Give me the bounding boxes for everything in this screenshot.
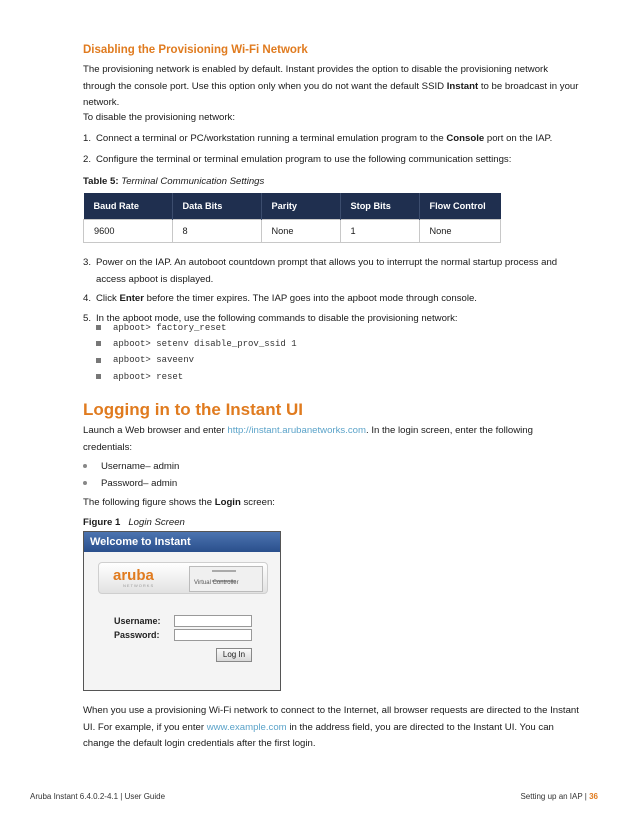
intro-line: network.	[83, 97, 120, 108]
brand-banner	[98, 562, 268, 594]
step-item: 1. Connect a terminal or PC/workstation running a terminal emulation program to the Console port on the IAP.	[83, 133, 553, 144]
page-number: 36	[589, 792, 598, 801]
table-header: Stop Bits	[340, 193, 419, 220]
list-item: Username– admin	[83, 459, 179, 476]
command-item: apboot> saveenv	[96, 352, 297, 368]
table-cell: 9600	[84, 220, 173, 243]
intro-line: The provisioning network is enabled by default. Instant provides the option to disable the provisioning network	[83, 64, 549, 75]
square-bullet-icon	[96, 358, 101, 363]
intro-paragraph	[83, 62, 613, 112]
table-header: Parity	[261, 193, 340, 220]
table-caption: Table 5: Terminal Communication Settings	[83, 176, 265, 187]
login-button[interactable]: Log In	[216, 648, 252, 662]
command-item: apboot> setenv disable_prov_ssid 1	[96, 336, 297, 352]
steps-list-b	[83, 255, 616, 327]
closing-line: change the default login credentials after the first login.	[83, 738, 316, 749]
table-header: Baud Rate	[84, 193, 173, 220]
step-item: 5. In the apboot mode, use the following commands to disable the provisioning network:	[83, 312, 458, 324]
command-list	[96, 320, 297, 385]
table-row	[84, 220, 501, 243]
section-heading-login: Logging in to the Instant UI	[83, 400, 304, 419]
example-url-link[interactable]: www.example.com	[206, 721, 287, 733]
login-line: credentials:	[83, 441, 133, 453]
enter-key: Enter	[119, 293, 144, 304]
bullet-icon	[83, 464, 87, 468]
console-term: Console	[446, 133, 485, 144]
virtual-controller-badge: Virtual Controller	[189, 566, 263, 592]
figure-intro: The following figure shows the Login screen:	[83, 497, 275, 508]
password-field[interactable]	[174, 629, 252, 641]
login-line: Launch a Web browser and enter http://instant.arubanetworks.com. In the login screen, enter the following	[83, 425, 533, 436]
closing-line: UI. For example, if you enter www.example.com in the address field, you are directed to the Instant UI. You can	[83, 721, 554, 733]
password-label: Password:	[114, 630, 160, 640]
command-item: apboot> factory_reset	[96, 320, 297, 336]
aruba-logo: aruba	[113, 567, 154, 584]
table-cell: None	[261, 220, 340, 243]
square-bullet-icon	[96, 374, 101, 379]
step-item: 4. Click Enter before the timer expires. The IAP goes into the apboot mode through console.	[83, 293, 477, 304]
step-item: 3. Power on the IAP. An autoboot countdown prompt that allows you to interrupt the normal startup process and access apboot is displayed.	[83, 257, 558, 285]
closing-line: When you use a provisioning Wi-Fi network to connect to the Internet, all browser requests are directed to the Instant	[83, 705, 579, 716]
aruba-logo-subtitle: NETWORKS	[123, 583, 155, 588]
instant-url-link[interactable]: http://instant.arubanetworks.com	[227, 425, 367, 436]
username-field[interactable]	[174, 615, 252, 627]
table-cell: 1	[340, 220, 419, 243]
square-bullet-icon	[96, 341, 101, 346]
username-label: Username:	[114, 616, 161, 626]
section-heading: Disabling the Provisioning Wi-Fi Network	[83, 44, 308, 56]
login-screenshot	[83, 531, 281, 691]
table-cell: 8	[172, 220, 261, 243]
table-header-row	[84, 193, 501, 220]
footer-right: Setting up an IAP | 36	[520, 792, 598, 801]
footer-left: Aruba Instant 6.4.0.2-4.1 | User Guide	[30, 792, 166, 801]
square-bullet-icon	[96, 325, 101, 330]
command-item: apboot> reset	[96, 369, 297, 385]
closing-paragraph	[83, 703, 618, 753]
figure-caption: Figure 1 Login Screen	[83, 517, 185, 528]
table-header: Data Bits	[172, 193, 261, 220]
steps-list-a	[83, 131, 616, 168]
login-paragraph	[83, 423, 613, 456]
terminal-settings-table	[83, 193, 501, 243]
table-header: Flow Control	[419, 193, 501, 220]
instruction-lead: To disable the provisioning network:	[83, 112, 235, 123]
ssid-name: Instant	[446, 80, 479, 92]
login-window-title: Welcome to Instant	[84, 532, 280, 552]
list-item: Password– admin	[83, 476, 179, 493]
step-item: 2. Configure the terminal or terminal emulation program to use the following communication settings:	[83, 153, 512, 165]
credentials-list	[83, 459, 179, 492]
bullet-icon	[83, 481, 87, 485]
table-cell: None	[419, 220, 501, 243]
intro-line: through the console port. Use this option only when you do not want the default SSID Instant to be broadcast in your	[83, 80, 579, 92]
